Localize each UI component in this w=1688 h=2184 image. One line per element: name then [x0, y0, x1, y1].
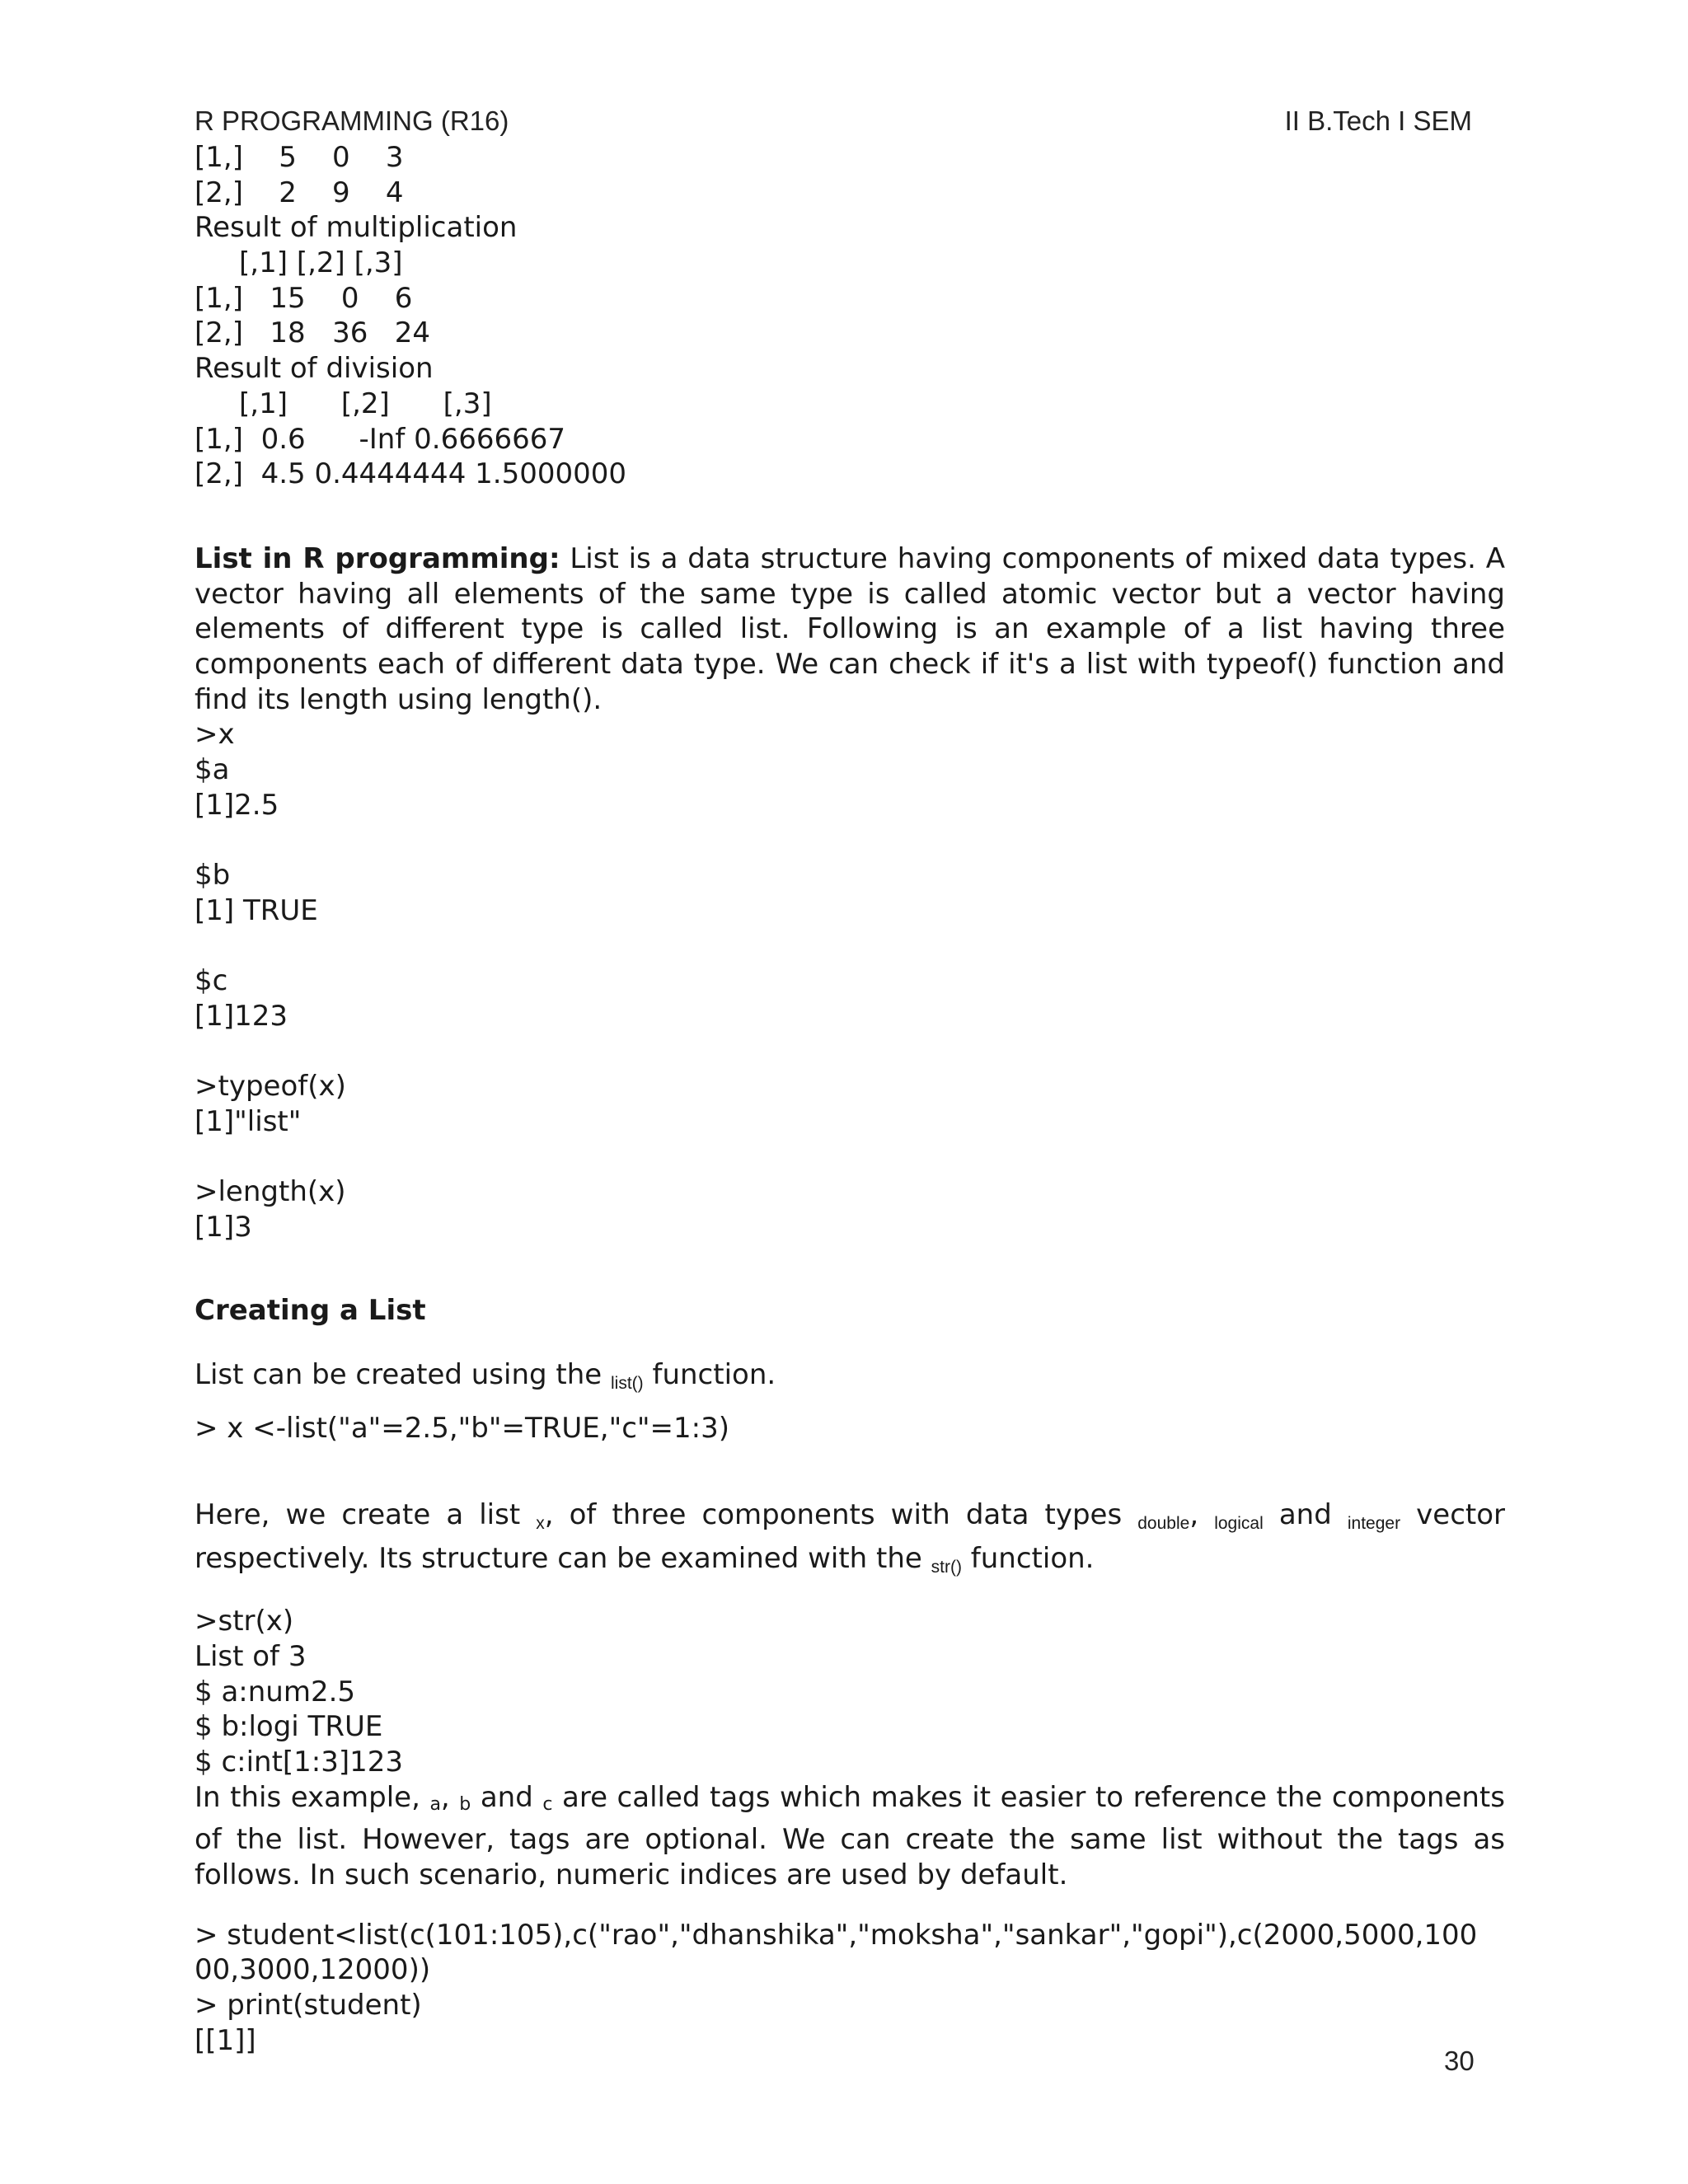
- code-line: $ b:logi TRUE: [195, 1710, 383, 1744]
- code-line: [1,] 0.6 -Inf 0.6666667: [195, 422, 565, 456]
- inline-code-list: list(): [611, 1374, 644, 1394]
- code-line: 00,3000,12000)): [195, 1953, 431, 1987]
- inline-tag-a: a: [429, 1793, 441, 1815]
- code-line: [1]3: [195, 1211, 252, 1244]
- code-line: >typeof(x): [195, 1070, 346, 1104]
- creating-list-heading: Creating a List: [195, 1293, 426, 1327]
- inline-code-logical: logical: [1214, 1513, 1264, 1533]
- list-intro-paragraph: [195, 541, 1505, 718]
- inline-code-str: str(): [931, 1558, 962, 1577]
- code-line: >str(x): [195, 1605, 294, 1638]
- code-line: > print(student): [195, 1989, 422, 2022]
- code-line: List of 3: [195, 1639, 307, 1673]
- code-line: $b: [195, 859, 231, 893]
- page-number: 30: [1444, 2046, 1475, 2076]
- inline-tag-c: c: [542, 1793, 553, 1815]
- code-line: $ c:int[1:3]123: [195, 1745, 404, 1779]
- page-header-title: R PROGRAMMING (R16): [195, 105, 509, 136]
- tags-paragraph: In this example, a, b and c are called tags which makes it easier to reference the components of the list. However, tags are optional. We can create the same list without the tags as follows. In such scenario, numeric indices are used by default.: [195, 1780, 1505, 1892]
- inline-code-x: x: [536, 1513, 545, 1533]
- code-line: [1] TRUE: [195, 893, 318, 927]
- inline-tag-b: b: [459, 1793, 471, 1815]
- code-line: $ a:num2.5: [195, 1675, 356, 1708]
- inline-code-double: double: [1137, 1513, 1190, 1533]
- code-line: [1]123: [195, 999, 288, 1033]
- result-division-title: Result of division: [195, 352, 434, 386]
- code-line: [2,] 2 9 4: [195, 176, 404, 209]
- code-line: $a: [195, 753, 230, 787]
- result-multiplication-title: Result of multiplication: [195, 211, 518, 245]
- code-line: $c: [195, 964, 228, 998]
- code-line: [,1] [,2] [,3]: [195, 246, 403, 280]
- code-line: [1]"list": [195, 1104, 302, 1138]
- page-header-semester: II B.Tech I SEM: [1284, 105, 1472, 136]
- code-line: [2,] 4.5 0.4444444 1.5000000: [195, 457, 626, 491]
- code-line: > x <-list("a"=2.5,"b"=TRUE,"c"=1:3): [195, 1412, 730, 1446]
- document-body: [195, 140, 1505, 2058]
- code-line: [1,] 15 0 6: [195, 281, 413, 315]
- code-line: [1]2.5: [195, 788, 279, 822]
- code-line: >length(x): [195, 1175, 346, 1209]
- code-line: >x: [195, 718, 235, 752]
- code-line: [1,] 5 0 3: [195, 141, 404, 174]
- list-intro-text: List is a data structure having components of mixed data types. A vector having all elements of the same type is called atomic vector but a vector having elements of different type is called list. Following is an example of a list having three components each of different data type. We can check if it's a list with typeof() function and find its length using length().: [195, 541, 1505, 716]
- creating-list-paragraph: List can be created using the $_{list()}$ function.: [195, 1358, 776, 1394]
- list-section-heading: List in R programming:: [195, 541, 560, 575]
- code-line: [,1] [,2] [,3]: [195, 387, 492, 420]
- list-structure-paragraph: Here, we create a list $_x$, of three components with data types $_{double}$, $_{logical}$ and $_{integer}$ vector respectively. Its structure can be examined with the $_{str()}$ function.: [195, 1497, 1506, 1577]
- code-line: [2,] 18 36 24: [195, 316, 431, 350]
- code-line: [[1]]: [195, 2023, 256, 2057]
- code-line: > student<list(c(101:105),c("rao","dhanshika","moksha","sankar","gopi"),c(2000,5000,100: [195, 1918, 1478, 1952]
- inline-code-integer: integer: [1347, 1513, 1401, 1533]
